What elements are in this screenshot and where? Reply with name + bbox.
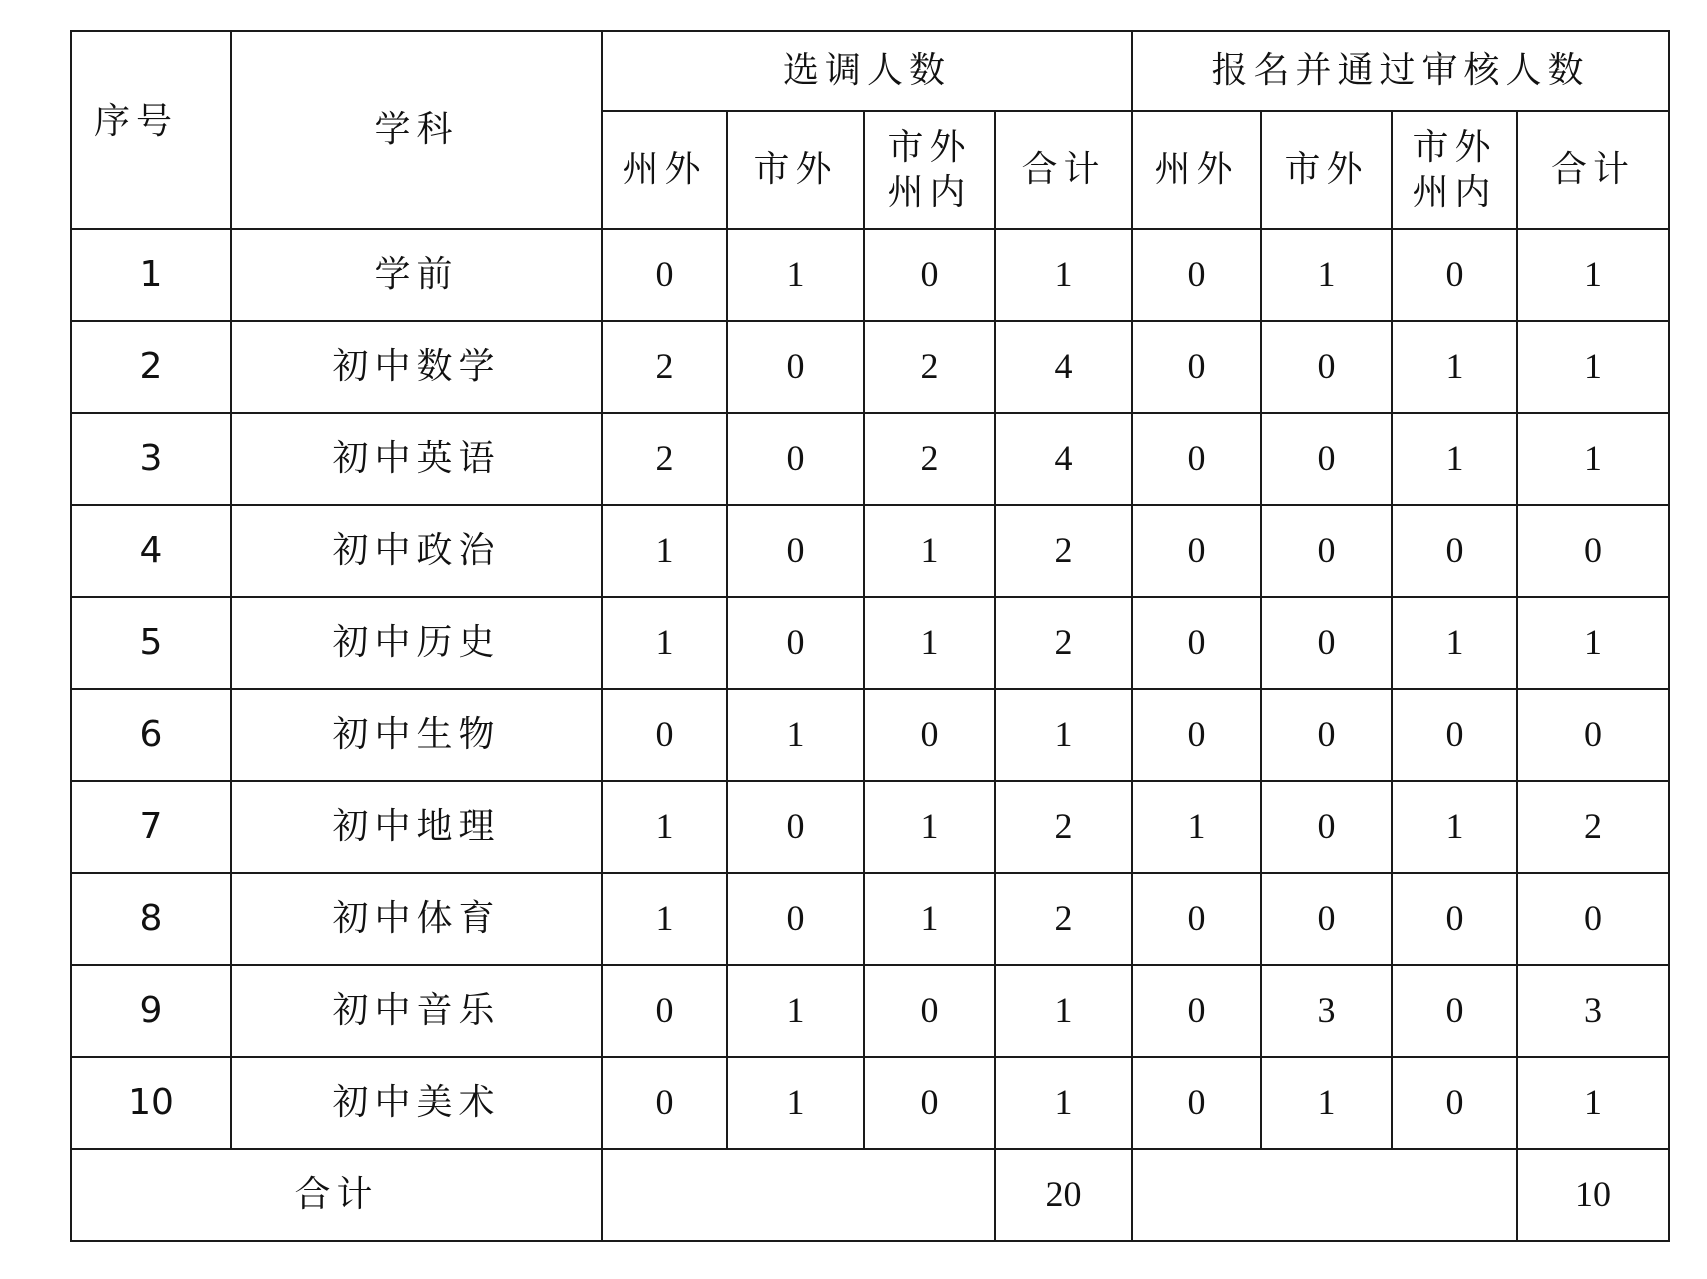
table-row xyxy=(71,229,1669,321)
header-group-approved: 报名并通过审核人数 xyxy=(1132,31,1669,111)
row-value-a-0: 0 xyxy=(602,965,727,1057)
row-value-b-0: 0 xyxy=(1132,873,1261,965)
row-subject: 初中历史 xyxy=(231,597,602,689)
row-seq: 10 xyxy=(71,1057,231,1149)
row-value-b-3: 1 xyxy=(1517,229,1669,321)
row-value-a-3: 2 xyxy=(995,873,1132,965)
row-value-b-2: 0 xyxy=(1392,689,1517,781)
row-value-b-1: 3 xyxy=(1261,965,1392,1057)
header-a-shiwai-zhounei-line2: 州内 xyxy=(887,172,972,213)
row-value-a-3: 2 xyxy=(995,505,1132,597)
row-value-b-2: 0 xyxy=(1392,1057,1517,1149)
header-a-shiwai: 市外 xyxy=(727,111,864,229)
row-value-b-3: 1 xyxy=(1517,1057,1669,1149)
row-value-b-0: 0 xyxy=(1132,1057,1261,1149)
row-value-a-3: 4 xyxy=(995,413,1132,505)
row-value-a-2: 0 xyxy=(864,689,995,781)
row-subject: 初中地理 xyxy=(231,781,602,873)
row-value-a-2: 2 xyxy=(864,321,995,413)
header-b-total: 合计 xyxy=(1517,111,1669,229)
row-value-b-3: 3 xyxy=(1517,965,1669,1057)
row-value-a-1: 0 xyxy=(727,413,864,505)
total-row xyxy=(71,1149,1669,1241)
row-value-b-3: 0 xyxy=(1517,505,1669,597)
row-value-a-2: 1 xyxy=(864,505,995,597)
row-subject: 初中音乐 xyxy=(231,965,602,1057)
row-value-a-1: 1 xyxy=(727,689,864,781)
row-value-a-3: 2 xyxy=(995,781,1132,873)
row-value-a-0: 2 xyxy=(602,321,727,413)
row-value-b-1: 0 xyxy=(1261,597,1392,689)
row-value-a-2: 1 xyxy=(864,781,995,873)
row-subject: 初中美术 xyxy=(231,1057,602,1149)
table-row xyxy=(71,505,1669,597)
row-value-a-0: 1 xyxy=(602,873,727,965)
row-value-a-3: 1 xyxy=(995,229,1132,321)
row-value-a-0: 0 xyxy=(602,1057,727,1149)
header-group-selection: 选调人数 xyxy=(602,31,1132,111)
row-value-a-1: 0 xyxy=(727,597,864,689)
total-value-a: 20 xyxy=(995,1149,1132,1241)
row-value-b-0: 0 xyxy=(1132,321,1261,413)
row-value-a-3: 1 xyxy=(995,1057,1132,1149)
row-value-b-3: 2 xyxy=(1517,781,1669,873)
row-value-b-1: 0 xyxy=(1261,505,1392,597)
row-value-a-1: 1 xyxy=(727,229,864,321)
row-value-b-2: 0 xyxy=(1392,965,1517,1057)
row-value-b-1: 0 xyxy=(1261,873,1392,965)
row-value-a-0: 0 xyxy=(602,689,727,781)
table-row xyxy=(71,873,1669,965)
row-value-a-2: 0 xyxy=(864,965,995,1057)
table-body xyxy=(71,31,1669,1241)
table-row xyxy=(71,965,1669,1057)
table-row xyxy=(71,689,1669,781)
row-seq: 5 xyxy=(71,597,231,689)
row-seq: 1 xyxy=(71,229,231,321)
row-value-a-1: 0 xyxy=(727,781,864,873)
row-value-a-3: 2 xyxy=(995,597,1132,689)
header-b-shiwai-zhounei xyxy=(1392,111,1517,229)
row-value-b-0: 0 xyxy=(1132,229,1261,321)
row-seq: 6 xyxy=(71,689,231,781)
row-value-a-2: 0 xyxy=(864,229,995,321)
row-value-b-3: 1 xyxy=(1517,413,1669,505)
row-subject: 学前 xyxy=(231,229,602,321)
row-value-a-2: 1 xyxy=(864,873,995,965)
total-label: 合计 xyxy=(71,1149,602,1241)
row-value-b-0: 1 xyxy=(1132,781,1261,873)
header-row-1 xyxy=(71,31,1669,111)
header-a-shiwai-zhounei-line1: 市外 xyxy=(887,127,972,168)
row-value-b-2: 1 xyxy=(1392,781,1517,873)
row-value-b-0: 0 xyxy=(1132,505,1261,597)
row-value-a-0: 2 xyxy=(602,413,727,505)
table-row xyxy=(71,597,1669,689)
row-value-a-1: 0 xyxy=(727,873,864,965)
row-value-a-2: 1 xyxy=(864,597,995,689)
row-subject: 初中数学 xyxy=(231,321,602,413)
row-value-b-0: 0 xyxy=(1132,597,1261,689)
quota-table xyxy=(70,30,1670,1242)
header-b-shiwai-zhounei-line1: 市外 xyxy=(1412,127,1497,168)
row-value-b-1: 0 xyxy=(1261,321,1392,413)
row-value-b-1: 0 xyxy=(1261,689,1392,781)
row-value-a-0: 1 xyxy=(602,597,727,689)
row-value-a-0: 1 xyxy=(602,505,727,597)
row-value-a-2: 0 xyxy=(864,1057,995,1149)
header-seq: 序号 xyxy=(71,31,231,229)
row-subject: 初中体育 xyxy=(231,873,602,965)
row-value-b-1: 1 xyxy=(1261,1057,1392,1149)
row-value-a-0: 0 xyxy=(602,229,727,321)
row-value-a-1: 0 xyxy=(727,321,864,413)
row-value-b-3: 1 xyxy=(1517,597,1669,689)
row-value-b-2: 1 xyxy=(1392,413,1517,505)
row-subject: 初中政治 xyxy=(231,505,602,597)
row-value-b-2: 1 xyxy=(1392,321,1517,413)
row-value-a-3: 4 xyxy=(995,321,1132,413)
total-empty-a xyxy=(602,1149,995,1241)
row-value-a-1: 0 xyxy=(727,505,864,597)
row-seq: 7 xyxy=(71,781,231,873)
row-value-b-3: 1 xyxy=(1517,321,1669,413)
header-b-shiwai-zhounei-line2: 州内 xyxy=(1412,172,1497,213)
row-value-b-0: 0 xyxy=(1132,689,1261,781)
row-value-b-1: 0 xyxy=(1261,781,1392,873)
row-value-a-3: 1 xyxy=(995,689,1132,781)
row-value-b-2: 0 xyxy=(1392,873,1517,965)
row-seq: 4 xyxy=(71,505,231,597)
row-subject: 初中生物 xyxy=(231,689,602,781)
header-b-shiwai: 市外 xyxy=(1261,111,1392,229)
row-value-a-0: 1 xyxy=(602,781,727,873)
row-value-b-3: 0 xyxy=(1517,873,1669,965)
row-value-b-1: 1 xyxy=(1261,229,1392,321)
row-value-b-2: 0 xyxy=(1392,505,1517,597)
row-value-b-1: 0 xyxy=(1261,413,1392,505)
row-seq: 8 xyxy=(71,873,231,965)
row-value-b-0: 0 xyxy=(1132,965,1261,1057)
header-a-zhouwai: 州外 xyxy=(602,111,727,229)
header-b-zhouwai: 州外 xyxy=(1132,111,1261,229)
row-value-a-1: 1 xyxy=(727,1057,864,1149)
row-seq: 2 xyxy=(71,321,231,413)
header-subject: 学科 xyxy=(231,31,602,229)
table-row xyxy=(71,321,1669,413)
header-a-total: 合计 xyxy=(995,111,1132,229)
row-value-a-3: 1 xyxy=(995,965,1132,1057)
row-value-b-2: 1 xyxy=(1392,597,1517,689)
row-value-b-0: 0 xyxy=(1132,413,1261,505)
header-a-shiwai-zhounei xyxy=(864,111,995,229)
row-value-a-2: 2 xyxy=(864,413,995,505)
row-seq: 3 xyxy=(71,413,231,505)
table-row xyxy=(71,413,1669,505)
total-empty-b xyxy=(1132,1149,1517,1241)
row-subject: 初中英语 xyxy=(231,413,602,505)
table-row xyxy=(71,781,1669,873)
total-value-b: 10 xyxy=(1517,1149,1669,1241)
row-seq: 9 xyxy=(71,965,231,1057)
row-value-a-1: 1 xyxy=(727,965,864,1057)
row-value-b-3: 0 xyxy=(1517,689,1669,781)
row-value-b-2: 0 xyxy=(1392,229,1517,321)
table-row xyxy=(71,1057,1669,1149)
